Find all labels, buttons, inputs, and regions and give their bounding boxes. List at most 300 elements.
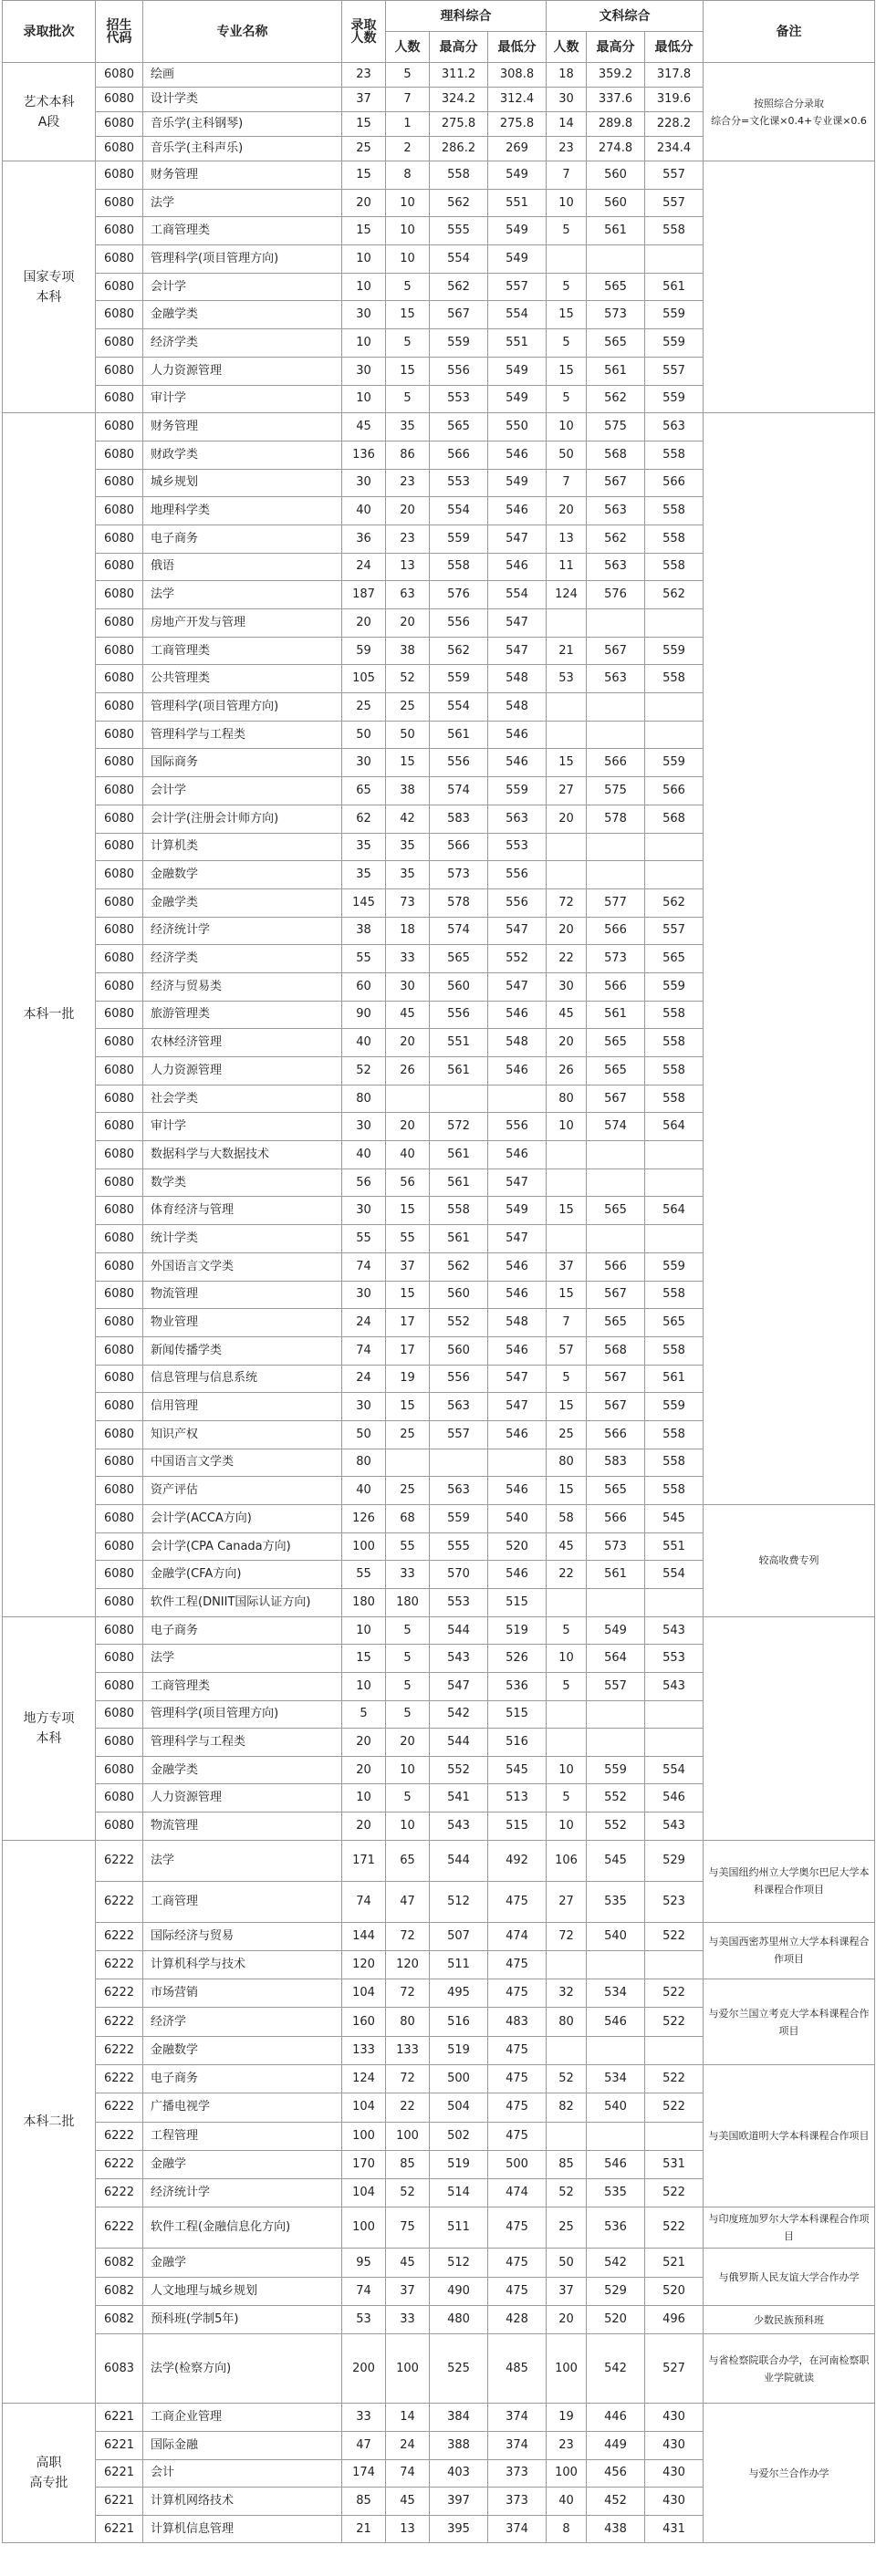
code-cell: 6080 <box>96 1336 143 1365</box>
arts-max-cell: 574 <box>587 1113 645 1141</box>
arts-max-cell: 565 <box>587 1477 645 1505</box>
code-cell: 6221 <box>96 2459 143 2488</box>
code-cell: 6080 <box>96 805 143 833</box>
science-min-cell: 546 <box>488 1252 547 1281</box>
arts-max-cell: 561 <box>587 1561 645 1589</box>
enroll-cell: 33 <box>342 2404 386 2432</box>
code-cell: 6082 <box>96 2306 143 2334</box>
arts-count-cell: 72 <box>547 888 587 917</box>
arts-count-cell: 18 <box>547 63 587 88</box>
science-count-cell: 100 <box>386 2334 430 2404</box>
arts-max-cell: 540 <box>587 1922 645 1950</box>
arts-count-cell: 7 <box>547 161 587 190</box>
major-cell: 计算机类 <box>143 833 342 861</box>
arts-max-cell: 583 <box>587 1449 645 1477</box>
major-cell: 信用管理 <box>143 1393 342 1421</box>
arts-count-cell: 30 <box>547 972 587 1001</box>
science-max-cell: 561 <box>430 1225 488 1253</box>
batch-label: 国家专项 本科 <box>23 269 75 305</box>
science-min-cell: 547 <box>488 1393 547 1421</box>
science-count-cell: 17 <box>386 1309 430 1337</box>
science-min-cell: 483 <box>488 2008 547 2036</box>
science-min-cell <box>488 1449 547 1477</box>
remark-text: 与爱尔兰国立考克大学本科课程合作项目 <box>708 2007 870 2037</box>
science-max-cell: 557 <box>430 1420 488 1449</box>
science-min-cell: 312.4 <box>488 88 547 112</box>
arts-min-cell: 431 <box>645 2515 704 2543</box>
science-min-cell: 547 <box>488 637 547 665</box>
table-row <box>3 2064 875 2093</box>
code-cell: 6222 <box>96 1979 143 2008</box>
code-cell: 6222 <box>96 2008 143 2036</box>
enroll-cell: 37 <box>342 88 386 112</box>
arts-min-cell: 553 <box>645 1645 704 1673</box>
arts-count-cell: 45 <box>547 1532 587 1561</box>
arts-max-cell: 565 <box>587 1029 645 1057</box>
arts-min-cell: 543 <box>645 1672 704 1700</box>
science-min-cell: 546 <box>488 441 547 469</box>
remark-text: 与省检察院联合办学，在河南检察职业学院就读 <box>708 2353 870 2384</box>
major-cell: 管理科学与工程类 <box>143 721 342 749</box>
arts-min-cell: 558 <box>645 1281 704 1309</box>
remark-cell <box>704 2249 875 2306</box>
enroll-cell: 20 <box>342 1756 386 1784</box>
code-cell: 6080 <box>96 1057 143 1085</box>
science-max-cell: 574 <box>430 917 488 945</box>
code-cell: 6080 <box>96 112 143 137</box>
major-cell: 预科班(学制5年) <box>143 2306 342 2334</box>
header-remark: 备注 <box>704 1 875 63</box>
science-min-cell: 546 <box>488 1001 547 1029</box>
arts-min-cell: 522 <box>645 2179 704 2207</box>
science-max-cell: 561 <box>430 1057 488 1085</box>
major-cell: 计算机信息管理 <box>143 2515 342 2543</box>
science-max-cell: 558 <box>430 161 488 190</box>
arts-count-cell <box>547 609 587 638</box>
enroll-cell: 80 <box>342 1449 386 1477</box>
arts-count-cell: 20 <box>547 2306 587 2334</box>
code-cell: 6080 <box>96 888 143 917</box>
science-count-cell: 38 <box>386 637 430 665</box>
science-max-cell: 547 <box>430 1672 488 1700</box>
major-cell: 工商管理类 <box>143 217 342 245</box>
science-count-cell: 38 <box>386 777 430 805</box>
major-cell: 金融学 <box>143 2249 342 2277</box>
science-max-cell: 543 <box>430 1645 488 1673</box>
science-count-cell: 33 <box>386 1561 430 1589</box>
code-cell: 6080 <box>96 357 143 385</box>
arts-max-cell <box>587 2036 645 2064</box>
arts-count-cell: 5 <box>547 1616 587 1645</box>
enroll-cell: 10 <box>342 273 386 301</box>
code-cell: 6080 <box>96 1197 143 1225</box>
major-cell: 管理科学(项目管理方向) <box>143 693 342 722</box>
code-cell: 6080 <box>96 189 143 217</box>
arts-max-cell: 567 <box>587 469 645 497</box>
arts-count-cell: 52 <box>547 2179 587 2207</box>
enroll-cell: 55 <box>342 945 386 973</box>
arts-min-cell <box>645 861 704 889</box>
science-max-cell: 583 <box>430 805 488 833</box>
enroll-cell: 15 <box>342 217 386 245</box>
science-count-cell: 72 <box>386 1922 430 1950</box>
arts-count-cell: 72 <box>547 1922 587 1950</box>
science-count-cell: 85 <box>386 2150 430 2178</box>
arts-count-cell: 19 <box>547 2404 587 2432</box>
science-min-cell: 269 <box>488 137 547 161</box>
major-cell: 会计学(CPA Canada方向) <box>143 1532 342 1561</box>
science-max-cell: 559 <box>430 329 488 358</box>
arts-max-cell: 534 <box>587 1979 645 2008</box>
science-min-cell: 475 <box>488 2036 547 2064</box>
science-count-cell: 26 <box>386 1057 430 1085</box>
science-min-cell: 554 <box>488 581 547 609</box>
arts-count-cell: 10 <box>547 1113 587 1141</box>
arts-max-cell: 573 <box>587 1532 645 1561</box>
enroll-cell: 50 <box>342 1420 386 1449</box>
code-cell: 6221 <box>96 2515 143 2543</box>
enroll-cell: 170 <box>342 2150 386 2178</box>
remark-cell <box>704 1616 875 1840</box>
major-cell: 绘画 <box>143 63 342 88</box>
science-max-cell: 519 <box>430 2150 488 2178</box>
arts-count-cell: 52 <box>547 2064 587 2093</box>
code-cell: 6222 <box>96 1950 143 1979</box>
code-cell: 6080 <box>96 1449 143 1477</box>
major-cell: 物流管理 <box>143 1281 342 1309</box>
science-max-cell: 554 <box>430 693 488 722</box>
arts-max-cell: 564 <box>587 1645 645 1673</box>
arts-count-cell <box>547 1700 587 1729</box>
science-count-cell: 24 <box>386 2431 430 2459</box>
remark-text: 较高收费专列 <box>758 1554 819 1567</box>
arts-max-cell <box>587 1950 645 1979</box>
science-max-cell: 556 <box>430 357 488 385</box>
code-cell: 6080 <box>96 413 143 441</box>
science-count-cell: 25 <box>386 693 430 722</box>
science-count-cell: 35 <box>386 413 430 441</box>
enroll-cell: 171 <box>342 1840 386 1881</box>
arts-min-cell: 521 <box>645 2249 704 2277</box>
science-min-cell: 492 <box>488 1840 547 1881</box>
enroll-cell: 15 <box>342 112 386 137</box>
remark-text: 与美国西密苏里州立大学本科课程合作项目 <box>708 1936 870 1966</box>
enroll-cell: 124 <box>342 2064 386 2093</box>
arts-count-cell: 80 <box>547 1449 587 1477</box>
enroll-cell: 30 <box>342 1393 386 1421</box>
arts-min-cell: 559 <box>645 1252 704 1281</box>
science-max-cell: 558 <box>430 1197 488 1225</box>
science-count-cell: 65 <box>386 1840 430 1881</box>
arts-min-cell: 317.8 <box>645 63 704 88</box>
enroll-cell: 85 <box>342 2488 386 2516</box>
enroll-cell: 180 <box>342 1589 386 1617</box>
science-max-cell <box>430 1085 488 1113</box>
header-major: 专业名称 <box>143 1 342 63</box>
science-count-cell: 47 <box>386 1881 430 1922</box>
science-count-cell: 42 <box>386 805 430 833</box>
science-min-cell: 520 <box>488 1532 547 1561</box>
enroll-cell: 38 <box>342 917 386 945</box>
major-cell: 地理科学类 <box>143 497 342 525</box>
arts-min-cell: 496 <box>645 2306 704 2334</box>
arts-min-cell: 564 <box>645 1197 704 1225</box>
science-min-cell: 547 <box>488 972 547 1001</box>
science-min-cell <box>488 1085 547 1113</box>
header-arts-count: 人数 <box>547 32 587 63</box>
science-min-cell: 474 <box>488 1922 547 1950</box>
arts-count-cell: 45 <box>547 1001 587 1029</box>
science-min-cell: 554 <box>488 301 547 329</box>
batch-cell <box>3 63 96 161</box>
major-cell: 管理科学与工程类 <box>143 1729 342 1757</box>
arts-max-cell: 575 <box>587 777 645 805</box>
science-max-cell: 551 <box>430 1029 488 1057</box>
enroll-cell: 15 <box>342 1645 386 1673</box>
arts-min-cell: 558 <box>645 1085 704 1113</box>
code-cell: 6222 <box>96 2093 143 2122</box>
code-cell: 6080 <box>96 637 143 665</box>
science-max-cell: 525 <box>430 2334 488 2404</box>
enroll-cell: 104 <box>342 2093 386 2122</box>
science-count-cell: 72 <box>386 2064 430 2093</box>
science-min-cell: 308.8 <box>488 63 547 88</box>
enroll-cell: 10 <box>342 1784 386 1813</box>
science-count-cell: 73 <box>386 888 430 917</box>
code-cell: 6080 <box>96 273 143 301</box>
arts-min-cell: 520 <box>645 2277 704 2305</box>
arts-min-cell: 522 <box>645 1979 704 2008</box>
major-cell: 国际金融 <box>143 2431 342 2459</box>
science-max-cell: 480 <box>430 2306 488 2334</box>
enroll-cell: 10 <box>342 329 386 358</box>
arts-max-cell: 565 <box>587 329 645 358</box>
science-min-cell: 556 <box>488 861 547 889</box>
code-cell: 6080 <box>96 1812 143 1840</box>
code-cell: 6080 <box>96 972 143 1001</box>
arts-count-cell: 15 <box>547 1197 587 1225</box>
header-science-min: 最低分 <box>488 32 547 63</box>
code-cell: 6082 <box>96 2277 143 2305</box>
science-min-cell: 552 <box>488 945 547 973</box>
arts-max-cell: 542 <box>587 2334 645 2404</box>
science-min-cell: 563 <box>488 805 547 833</box>
code-cell: 6080 <box>96 1505 143 1533</box>
science-min-cell: 546 <box>488 1141 547 1169</box>
major-cell: 统计学类 <box>143 1225 342 1253</box>
enroll-cell: 187 <box>342 581 386 609</box>
arts-max-cell <box>587 693 645 722</box>
arts-min-cell <box>645 2122 704 2150</box>
arts-count-cell: 15 <box>547 357 587 385</box>
science-count-cell: 10 <box>386 189 430 217</box>
science-min-cell: 556 <box>488 1113 547 1141</box>
science-min-cell: 551 <box>488 189 547 217</box>
enroll-cell: 174 <box>342 2459 386 2488</box>
enroll-cell: 74 <box>342 1336 386 1365</box>
arts-count-cell: 50 <box>547 2249 587 2277</box>
major-cell: 管理科学(项目管理方向) <box>143 1700 342 1729</box>
major-cell: 经济统计学 <box>143 2179 342 2207</box>
science-max-cell: 555 <box>430 217 488 245</box>
science-count-cell: 63 <box>386 581 430 609</box>
science-min-cell: 549 <box>488 469 547 497</box>
science-count-cell: 14 <box>386 2404 430 2432</box>
science-min-cell: 374 <box>488 2404 547 2432</box>
arts-count-cell <box>547 1225 587 1253</box>
remark-cell <box>704 413 875 1505</box>
arts-min-cell: 558 <box>645 553 704 581</box>
arts-count-cell: 15 <box>547 301 587 329</box>
arts-min-cell: 559 <box>645 385 704 413</box>
code-cell: 6082 <box>96 2249 143 2277</box>
science-max-cell: 403 <box>430 2459 488 2488</box>
enroll-cell: 36 <box>342 525 386 553</box>
major-cell: 软件工程(金融信息化方向) <box>143 2207 342 2249</box>
enroll-cell: 80 <box>342 1085 386 1113</box>
major-cell: 会计学(注册会计师方向) <box>143 805 342 833</box>
major-cell: 资产评估 <box>143 1477 342 1505</box>
arts-count-cell <box>547 721 587 749</box>
arts-max-cell: 552 <box>587 1784 645 1813</box>
science-min-cell: 475 <box>488 2249 547 2277</box>
code-cell: 6222 <box>96 2150 143 2178</box>
code-cell: 6221 <box>96 2488 143 2516</box>
arts-count-cell: 50 <box>547 441 587 469</box>
remark-text: 与爱尔兰合作办学 <box>748 2467 829 2479</box>
science-count-cell: 74 <box>386 2459 430 2488</box>
science-count-cell: 15 <box>386 1281 430 1309</box>
science-max-cell: 559 <box>430 1505 488 1533</box>
arts-max-cell: 573 <box>587 301 645 329</box>
science-min-cell: 553 <box>488 833 547 861</box>
major-cell: 审计学 <box>143 385 342 413</box>
arts-count-cell: 25 <box>547 2207 587 2249</box>
major-cell: 电子商务 <box>143 525 342 553</box>
code-cell: 6080 <box>96 833 143 861</box>
arts-min-cell: 557 <box>645 917 704 945</box>
science-min-cell: 546 <box>488 497 547 525</box>
arts-count-cell: 80 <box>547 2008 587 2036</box>
arts-min-cell: 543 <box>645 1616 704 1645</box>
major-cell: 经济统计学 <box>143 917 342 945</box>
science-max-cell <box>430 1449 488 1477</box>
table-row <box>3 1616 875 1645</box>
science-min-cell: 546 <box>488 1336 547 1365</box>
science-max-cell: 562 <box>430 1252 488 1281</box>
science-count-cell: 2 <box>386 137 430 161</box>
enroll-cell: 105 <box>342 665 386 693</box>
arts-count-cell: 100 <box>547 2334 587 2404</box>
science-max-cell: 556 <box>430 1365 488 1393</box>
science-min-cell: 475 <box>488 2064 547 2093</box>
code-cell: 6221 <box>96 2431 143 2459</box>
major-cell: 法学 <box>143 1645 342 1673</box>
code-cell: 6080 <box>96 217 143 245</box>
science-count-cell: 5 <box>386 1672 430 1700</box>
major-cell: 金融学类 <box>143 301 342 329</box>
science-count-cell <box>386 1449 430 1477</box>
arts-max-cell: 566 <box>587 1505 645 1533</box>
science-max-cell: 563 <box>430 1393 488 1421</box>
enroll-cell: 60 <box>342 972 386 1001</box>
arts-max-cell: 520 <box>587 2306 645 2334</box>
arts-min-cell: 522 <box>645 1922 704 1950</box>
science-max-cell: 559 <box>430 665 488 693</box>
arts-min-cell: 563 <box>645 413 704 441</box>
science-min-cell: 475 <box>488 2122 547 2150</box>
arts-count-cell: 15 <box>547 1281 587 1309</box>
arts-count-cell: 100 <box>547 2459 587 2488</box>
science-min-cell: 548 <box>488 1309 547 1337</box>
arts-min-cell: 558 <box>645 525 704 553</box>
code-cell: 6080 <box>96 917 143 945</box>
enroll-cell: 23 <box>342 63 386 88</box>
enroll-cell: 53 <box>342 2306 386 2334</box>
code-cell: 6080 <box>96 1085 143 1113</box>
science-min-cell: 515 <box>488 1589 547 1617</box>
science-count-cell: 75 <box>386 2207 430 2249</box>
major-cell: 人力资源管理 <box>143 1784 342 1813</box>
arts-max-cell: 274.8 <box>587 137 645 161</box>
remark-text: 与美国欧道明大学本科课程合作项目 <box>708 2130 870 2143</box>
enroll-cell: 10 <box>342 1616 386 1645</box>
arts-count-cell: 8 <box>547 2515 587 2543</box>
arts-min-cell: 558 <box>645 1477 704 1505</box>
science-min-cell: 474 <box>488 2179 547 2207</box>
science-min-cell: 547 <box>488 1365 547 1393</box>
arts-count-cell: 37 <box>547 2277 587 2305</box>
batch-label: 本科二批 <box>23 2114 75 2129</box>
code-cell: 6080 <box>96 1756 143 1784</box>
arts-min-cell: 228.2 <box>645 112 704 137</box>
enroll-cell: 145 <box>342 888 386 917</box>
arts-count-cell: 15 <box>547 749 587 777</box>
science-count-cell: 1 <box>386 112 430 137</box>
code-cell: 6080 <box>96 1225 143 1253</box>
enroll-cell: 40 <box>342 1141 386 1169</box>
arts-min-cell: 559 <box>645 301 704 329</box>
arts-min-cell: 558 <box>645 497 704 525</box>
arts-min-cell <box>645 721 704 749</box>
science-max-cell: 544 <box>430 1729 488 1757</box>
code-cell: 6080 <box>96 1252 143 1281</box>
table-row <box>3 63 875 88</box>
arts-count-cell: 10 <box>547 413 587 441</box>
arts-min-cell: 562 <box>645 888 704 917</box>
enroll-cell: 55 <box>342 1225 386 1253</box>
arts-min-cell: 558 <box>645 1336 704 1365</box>
science-count-cell: 20 <box>386 1029 430 1057</box>
science-count-cell <box>386 1085 430 1113</box>
major-cell: 会计学(ACCA方向) <box>143 1505 342 1533</box>
arts-max-cell <box>587 1225 645 1253</box>
enroll-cell: 136 <box>342 441 386 469</box>
admission-score-table <box>2 0 875 2543</box>
arts-min-cell: 430 <box>645 2488 704 2516</box>
major-cell: 市场营销 <box>143 1979 342 2008</box>
science-max-cell: 562 <box>430 189 488 217</box>
arts-min-cell: 568 <box>645 805 704 833</box>
science-min-cell: 485 <box>488 2334 547 2404</box>
remark-cell <box>704 1979 875 2065</box>
header-science-max: 最高分 <box>430 32 488 63</box>
science-max-cell: 507 <box>430 1922 488 1950</box>
remark-text: 与美国纽约州立大学奥尔巴尼大学本科课程合作项目 <box>708 1866 870 1896</box>
major-cell: 音乐学(主科钢琴) <box>143 112 342 137</box>
science-min-cell: 515 <box>488 1812 547 1840</box>
arts-min-cell <box>645 1225 704 1253</box>
